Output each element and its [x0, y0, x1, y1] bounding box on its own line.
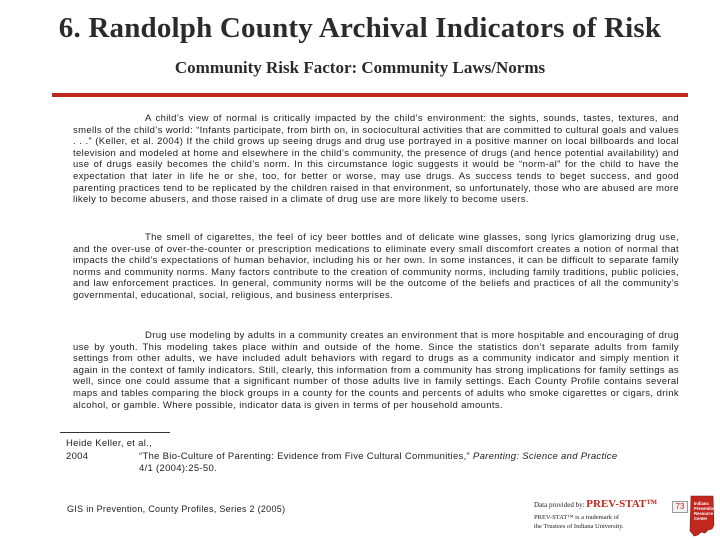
- reference-divider: [60, 432, 170, 433]
- paragraph-text: Drug use modeling by adults in a community creates an environment that is more hospitable and encouraging of drug use by youth. This modeling takes place within and outside of the home. Since the statistics don’t separate adults from family settings from other adults, we have included adult behaviors with regard to drugs as a community indicator and simply mention it again in the context of family indicators. Still, clearly, this information from a community has strong implications for family settings as well, since one could assume that a significant number of those adults live in family settings. Each County Profile contains several maps and tables comparing the block groups in a county for the counts and percents of adults who smoke cigarettes or cigars, drink alcohol, or gamble. Where possible, indicator data is given in terms of per household amounts.: [73, 330, 679, 411]
- footer-series: GIS in Prevention, County Profiles, Series 2 (2005): [67, 504, 286, 514]
- reference-issue: 4/1 (2004):25-50.: [139, 463, 217, 474]
- page-number-badge: 73: [672, 501, 688, 513]
- logo-line-2: PREV-STAT™ is a trademark of: [534, 514, 620, 521]
- reference-year: 2004: [66, 451, 89, 462]
- logo-brand: PREV-STAT™: [586, 498, 658, 510]
- body-paragraph-1: [73, 113, 679, 206]
- reference-journal: Parenting: Science and Practice: [472, 451, 618, 462]
- reference-title: “The Bio-Culture of Parenting: Evidence from Five Cultural Communities,”: [139, 451, 470, 462]
- prev-stat-logo: [534, 496, 684, 536]
- reference-citation: [139, 451, 659, 475]
- body-paragraph-2: [73, 232, 679, 302]
- reference-author: Heide Keller, et al.,: [66, 438, 153, 449]
- paragraph-text: A child’s view of normal is critically impacted by the child’s environment: the sights, sounds, tastes, textures, and smells of the child’s world: “Infants participate, from birth on, in sociocultural activities that are committed to cultural goals and values . . .” (Keller, et al. 2004) If the child grows up seeing drugs and drug use portrayed in a positive manner on local billboards and local television and modeled at home and elsewhere in the child’s community, the presence of drugs (and hence potential availability) and use of drugs easily becomes the child’s norm. In this circumstance logic suggests it would be “norm-al” for the child to have the expectation that later in life he or she, too, for better or worse, may use drugs. As success tends to beget success, and good parenting practices tend to be replicated by the children raised in that environment, so unfortunately, those who are abused are more likely to become abusers, and those raised in a climate of drug use are more likely to become users.: [73, 113, 679, 206]
- logo-prefix: Data provided by:: [534, 501, 585, 509]
- page-subtitle: Community Risk Factor: Community Laws/Norms: [174, 58, 546, 77]
- page-title: 6. Randolph County Archival Indicators of Risk: [58, 12, 662, 44]
- logo-line-3: the Trustees of Indiana University.: [534, 523, 624, 530]
- org-label: Indiana Prevention Resource Center: [694, 501, 716, 521]
- body-paragraph-3: [73, 330, 679, 411]
- paragraph-text: The smell of cigarettes, the feel of icy beer bottles and of delicate wine glasses, song lyrics glamorizing drug use, and the over-use of over-the-counter or prescription medications to eliminate every small discomfort creates a notion of normal that impacts the child’s expectations of human behavior, including his or her own. In some instances, it can be difficult to separate family norms and community norms. Many factors contribute to the creation of community norms, including family traditions, public policies, and law enforcement practices. In general, community norms will be the outcome of the beliefs and practices of all the community’s governmental, educational, social, religious, and business enterprises.: [73, 232, 679, 301]
- logo-line-1: [534, 498, 657, 510]
- title-divider: [52, 93, 688, 97]
